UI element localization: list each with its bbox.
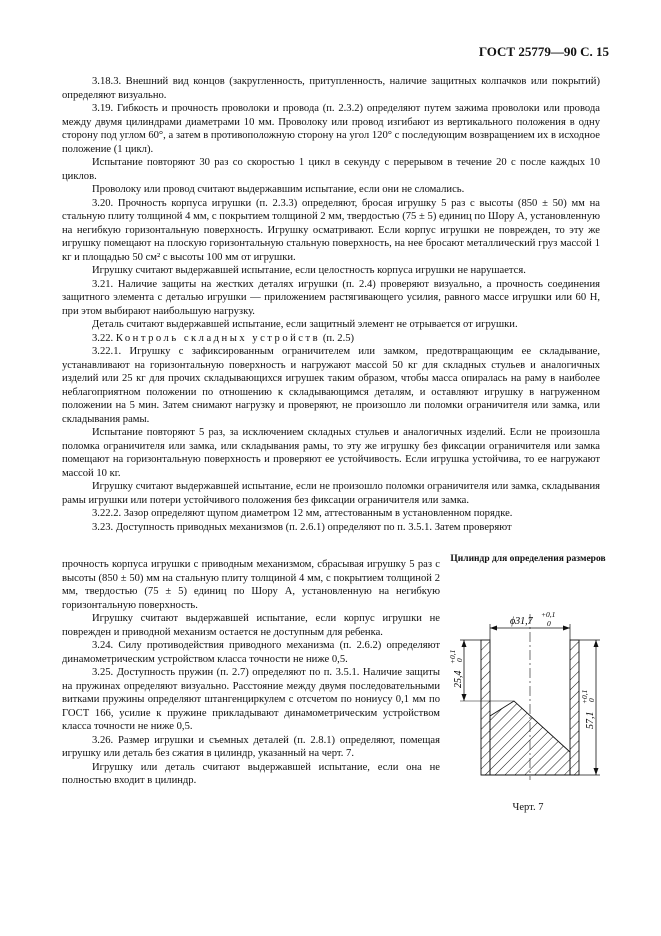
dim-total-text: 57,1	[585, 711, 596, 729]
figure-cylinder	[448, 554, 608, 844]
paragraph: Игрушку или деталь считают выдержавшей испытание, если она не полностью входит в цилиндр.	[62, 761, 440, 786]
dim-diameter-text: ϕ31,7	[510, 616, 533, 627]
main-text	[62, 75, 600, 534]
paragraph: 3.24. Силу противодействия приводного механизма (п. 2.6.2) определяют динамометрическим устройством класса точности не ниже 0,5.	[62, 640, 440, 665]
dim-total-zero: 0	[587, 698, 596, 702]
section-heading	[62, 332, 600, 346]
paragraph: 3.25. Доступность пружин (п. 2.7) определяют по п. 3.5.1. Наличие защиты на пружинах определяют визуально. Расстояние между двумя последовательными витками пружины определяют штангенциркулем с отсчетом по нониусу 0,1 мм по ГОСТ 166, усилие к пружине прикладывают динамометрическим устройством класса точности не ниже 0,5.	[62, 667, 440, 732]
paragraph: Проволоку или провод считают выдержавшим испытание, если они не сломались.	[92, 184, 465, 195]
wall-left	[481, 640, 490, 775]
paragraph: Испытание повторяют 5 раз, за исключением складных стульев и аналогичных изделий. Если не произошла поломка ограничителя или замка, или складывания рамы, то эту же игрушку без фиксации ограничителя или замка помещают на горизонтальную поверхность и проверяют ее устойчивость. Если игрушка устойчива, то ее нагружают массой 10 кг.	[62, 427, 600, 479]
arrow-head	[490, 626, 497, 631]
arrow-head	[594, 768, 599, 775]
text-beside-figure	[62, 558, 440, 788]
paragraph: 3.19. Гибкость и прочность проволоки и провода (п. 2.3.2) определяют путем зажима проволоки или провода между двумя цилиндрами диаметрами 10 мм. Проволоку или провод изгибают из вертикального положения в одну сторону под углом 60°, а затем в противоположную сторону на угол 120° с последующим возвращением их в исходное положение (1 цикл).	[62, 103, 600, 155]
section-ref: (п. 2.5)	[322, 332, 355, 344]
paragraph: 3.23. Доступность приводных механизмов (п. 2.6.1) определяют по п. 3.5.1. Затем проверяют	[92, 521, 512, 533]
paragraph: 3.18.3. Внешний вид концов (закругленность, притупленность, наличие защитных колпачков или покрытий) определяют визуально.	[62, 76, 600, 101]
dim-upper-tol: +0,1	[448, 649, 457, 664]
paragraph: прочность корпуса игрушки с приводным механизмом, сбрасывая игрушку 5 раз с высоты (850 ± 50) мм на стальную плиту толщиной 4 мм, с покрытием толщиной 2 мм, твердостью (75 ± 5) единиц по Шору А, установленную на негибкую горизонтальную поверхность.	[62, 559, 440, 611]
dim-diameter-tol: +0,1	[541, 610, 556, 619]
figure-caption: Цилиндр для определения размеров	[450, 554, 606, 564]
wall-right	[570, 640, 579, 775]
paragraph: 3.26. Размер игрушки и съемных деталей (п. 2.8.1) определяют, помещая игрушку или деталь без сжатия в цилиндр, указанный на черт. 7.	[62, 734, 440, 759]
paragraph: Игрушку считают выдержавшей испытание, если целостность корпуса игрушки не нарушается.	[92, 265, 526, 276]
paragraph: Игрушку считают выдержавшей испытание, если не произошло поломки ограничителя или замка, складывания рамы игрушки или потери устойчивого положения без фиксации ограничителя или замка.	[62, 481, 600, 506]
dim-diameter-zero: 0	[547, 619, 551, 628]
paragraph: Игрушку считают выдержавшей испытание, если корпус игрушки не поврежден и приводной механизм остается не доступным для ребенка.	[62, 613, 440, 638]
paragraph: Испытание повторяют 30 раз со скоростью 1 цикл в секунду с перерывом в течение 20 с после каждых 10 циклов.	[62, 157, 600, 182]
figure-label: Черт. 7	[512, 802, 544, 813]
page-header: ГОСТ 25779—90 С. 15	[478, 44, 609, 59]
arrow-head	[462, 694, 467, 701]
dim-total-tol: +0,1	[580, 689, 589, 704]
dim-upper-zero: 0	[455, 658, 464, 662]
section-title: Контроль складных устройств	[115, 332, 321, 344]
arrow-head	[594, 640, 599, 647]
cylinder-drawing	[448, 584, 608, 794]
paragraph: 3.22.2. Зазор определяют щупом диаметром 12 мм, аттестованным в установленном порядке.	[92, 508, 513, 519]
arrow-head	[462, 640, 467, 647]
section-number: 3.22.	[92, 332, 114, 344]
dim-upper-text: 25,4	[453, 670, 464, 688]
arrow-head	[563, 626, 570, 631]
paragraph: 3.21. Наличие защиты на жестких деталях игрушки (п. 2.4) проверяют визуально, а прочность соединения защитного элемента с деталью игрушки — приложением растягивающего усилия, равного массе игрушки или 60 Н, при этом выбирают наибольшую нагрузку.	[62, 278, 600, 317]
paragraph: Деталь считают выдержавшей испытание, если защитный элемент не отрывается от игрушки.	[92, 319, 518, 330]
paragraph: 3.20. Прочность корпуса игрушки (п. 2.3.3) определяют, бросая игрушку 5 раз с высоты (850 ± 50) мм на стальную плиту толщиной 4 мм, с покрытием толщиной 2 мм, твердостью (75 ± 5) единиц по Шору А, установленную на негибкую горизонтальную поверхность. Игрушку осматривают. Если корпус игрушки не поврежден, то эту же игрушку помещают на плоскую горизонтальную стальную поверхность, на нее бросают металлический груз массой 1 кг и площадью 50 см² с высоты 100 мм от игрушки.	[62, 197, 600, 263]
paragraph: 3.22.1. Игрушку с зафиксированным ограничителем или замком, предотвращающим ее складывание, устанавливают на горизонтальную поверхность и нагружают массой 50 кг для складных стульев и аналогичных изделий или 25 кг для прочих складывающихся игрушек таким образом, чтобы масса опиралась на раму в наиболее неблагоприятном положении по отношению к складывающимся деталям, и оставляют игрушку в нагруженном положении на 5 мин. Затем снимают нагрузку и проверяют, не произошло ли поломки ограничителя или замка, или складывания рамы.	[62, 346, 600, 425]
